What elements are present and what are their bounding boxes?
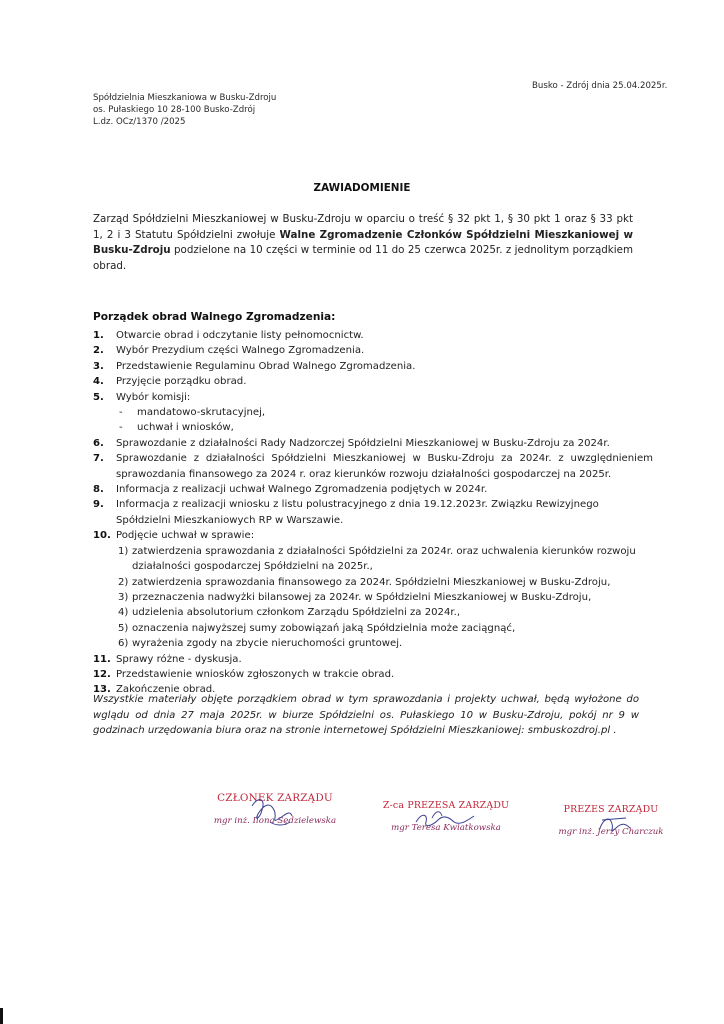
agenda-item-number: 12. xyxy=(93,668,111,680)
agenda-item-number: 3. xyxy=(93,360,104,372)
resolution-text: zatwierdzenia sprawozdania finansowego za 2024r. Spółdzielni Mieszkaniowej w Busku-Zdroju, xyxy=(132,576,611,588)
agenda-item-number: 4. xyxy=(93,376,104,388)
agenda-item xyxy=(93,390,653,405)
agenda-item-text: Sprawy różne - dyskusja. xyxy=(116,653,242,665)
resolution-text: oznaczenia najwyższej sumy zobowiązań jaką Spółdzielnia może zaciągnąć, xyxy=(132,622,516,634)
agenda-item-number: 8. xyxy=(93,484,104,496)
agenda-item-number: 5. xyxy=(93,391,104,403)
agenda-item xyxy=(93,652,653,667)
signature-stamp xyxy=(200,792,350,826)
resolution-number: 2) xyxy=(118,576,129,588)
committee-text: uchwał i wniosków, xyxy=(137,422,234,434)
agenda-item-text: Zakończenie obrad. xyxy=(116,684,216,696)
resolution-number: 5) xyxy=(118,622,129,634)
agenda-item-text: Podjęcie uchwał w sprawie: xyxy=(116,530,255,542)
signature-stamp xyxy=(376,800,516,833)
agenda-item xyxy=(93,667,653,682)
stamp-role: PREZES ZARZĄDU xyxy=(563,804,659,815)
resolution-item xyxy=(93,575,653,590)
resolution-item xyxy=(93,544,653,575)
resolution-text: zatwierdzenia sprawozdania z działalności Spółdzielni za 2024r. oraz uchwalenia kierunków rozwoju działalności gospodarczej Spółdzielni na 2025r., xyxy=(132,545,636,573)
agenda-item-number: 7. xyxy=(93,453,104,465)
agenda-item xyxy=(93,328,653,343)
stamp-role: CZŁONEK ZARZĄDU xyxy=(217,792,333,804)
handwritten-signature xyxy=(546,804,676,844)
agenda-item xyxy=(93,436,653,451)
resolution-item xyxy=(93,621,653,636)
document-date: Busko - Zdrój dnia 25.04.2025r. xyxy=(532,81,668,91)
document-title: ZAWIADOMIENIE xyxy=(313,182,411,194)
sender-address: os. Pułaskiego 10 28-100 Busko-Zdrój xyxy=(93,105,256,116)
agenda-item-number: 1. xyxy=(93,330,104,341)
scan-edge-mark xyxy=(0,1008,3,1024)
stamp-role: Z-ca PREZESA ZARZĄDU xyxy=(382,800,510,811)
agenda-item-text: Sprawozdanie z działalności Rady Nadzorczej Spółdzielni Mieszkaniowej w Busku-Zdroju za 2024r. xyxy=(116,437,610,449)
handwritten-signature xyxy=(376,800,516,840)
committee-item xyxy=(93,420,653,435)
agenda-item xyxy=(93,497,653,528)
agenda-item-number: 11. xyxy=(93,653,111,665)
reference-number: L.dz. OCz/1370 /2025 xyxy=(93,117,186,128)
closing-paragraph: Wszystkie materiały objęte porządkiem obrad w tym sprawozdania i projekty uchwał, będą wyłożone do wglądu od dnia 27 maja 2025r. w biurze Spółdzielni os. Pułaskiego 10 w Busku-Zdroju, pokój nr 9 w godzinach urzędowania biura oraz na stronie internetowej Spółdzielni Mieszkaniowej: smbuskozdroj.pl . xyxy=(93,694,639,736)
resolution-number: 6) xyxy=(118,638,129,650)
resolution-text: wyrażenia zgody na zbycie nieruchomości gruntowej. xyxy=(132,638,403,650)
agenda-item-text: Przyjęcie porządku obrad. xyxy=(116,376,247,388)
intro-paragraph xyxy=(93,212,633,274)
agenda-item xyxy=(93,359,653,374)
agenda-item-text: Przedstawienie wniosków zgłoszonych w trakcie obrad. xyxy=(116,668,395,680)
agenda-item-text: Sprawozdanie z działalności Spółdzielni Mieszkaniowej w Busku-Zdroju za 2024r. z uwzględnieniem sprawozdania finansowego za 2024 r. oraz kierunków rozwoju działalności gospodarczej na 2025r. xyxy=(116,453,653,480)
signature-stamp xyxy=(546,804,676,837)
agenda-item-text: Wybór komisji: xyxy=(116,391,191,403)
agenda-heading: Porządek obrad Walnego Zgromadzenia: xyxy=(93,311,336,323)
agenda-item xyxy=(93,482,653,497)
stamp-name: mgr inż. Ilona Sędzielewska xyxy=(213,816,337,826)
intro-text-1: Zarząd Spółdzielni Mieszkaniowej w Busku-Zdroju w oparciu o treść § 32 pkt 1, § 30 pkt 1 oraz § 33 pkt 1, 2 i 3 Statutu Spółdzielni zwołuje xyxy=(93,213,633,241)
agenda-item-number: 6. xyxy=(93,437,104,449)
committee-text: mandatowo-skrutacyjnej, xyxy=(137,407,266,419)
resolution-item xyxy=(93,590,653,605)
agenda-item xyxy=(93,374,653,389)
agenda-item-number: 2. xyxy=(93,345,104,357)
agenda-item xyxy=(93,451,653,482)
agenda-item-text: Otwarcie obrad i odczytanie listy pełnomocnictw. xyxy=(116,330,364,341)
agenda-item-number: 9. xyxy=(93,499,104,511)
agenda-item-number: 10. xyxy=(93,530,111,542)
resolution-number: 3) xyxy=(118,591,129,603)
intro-text-2: podzielone na 10 części w terminie od 11 do 25 czerwca 2025r. z jednolitym porządkiem obrad. xyxy=(93,244,633,272)
resolution-text: udzielenia absolutorium członkom Zarządu Spółdzielni za 2024r., xyxy=(132,607,461,619)
sender-name: Spółdzielnia Mieszkaniowa w Busku-Zdroju xyxy=(93,93,277,103)
dash-bullet: - xyxy=(119,422,123,434)
resolution-item xyxy=(93,605,653,620)
agenda-item-text: Wybór Prezydium części Walnego Zgromadzenia. xyxy=(116,345,365,357)
resolution-item xyxy=(93,636,653,651)
resolution-number: 4) xyxy=(118,607,129,619)
dash-bullet: - xyxy=(119,407,123,419)
stamp-name: mgr Teresa Kwiatkowska xyxy=(391,823,501,833)
intro-bold: Walne Zgromadzenie Członków Spółdzielni Mieszkaniowej w Busku-Zdroju xyxy=(93,228,633,257)
agenda-item xyxy=(93,528,653,543)
resolution-number: 1) xyxy=(118,545,129,557)
sender-block xyxy=(93,92,276,129)
agenda-list xyxy=(93,328,653,698)
committee-item xyxy=(93,405,653,420)
resolution-text: przeznaczenia nadwyżki bilansowej za 2024r. w Spółdzielni Mieszkaniowej w Busku-Zdroju, xyxy=(132,591,592,603)
agenda-item-text: Informacja z realizacji uchwał Walnego Zgromadzenia podjętych w 2024r. xyxy=(116,484,488,496)
agenda-item-text: Informacja z realizacji wniosku z listu polustracyjnego z dnia 19.12.2023r. Związku Rewizyjnego Spółdzielni Mieszkaniowych RP w Warszawie. xyxy=(116,499,599,526)
handwritten-signature xyxy=(200,792,350,842)
agenda-item-number: 13. xyxy=(93,684,111,696)
agenda-item-text: Przedstawienie Regulaminu Obrad Walnego Zgromadzenia. xyxy=(116,360,416,372)
agenda-item xyxy=(93,343,653,358)
stamp-name: mgr inż. Jerzy Charczuk xyxy=(558,827,664,837)
